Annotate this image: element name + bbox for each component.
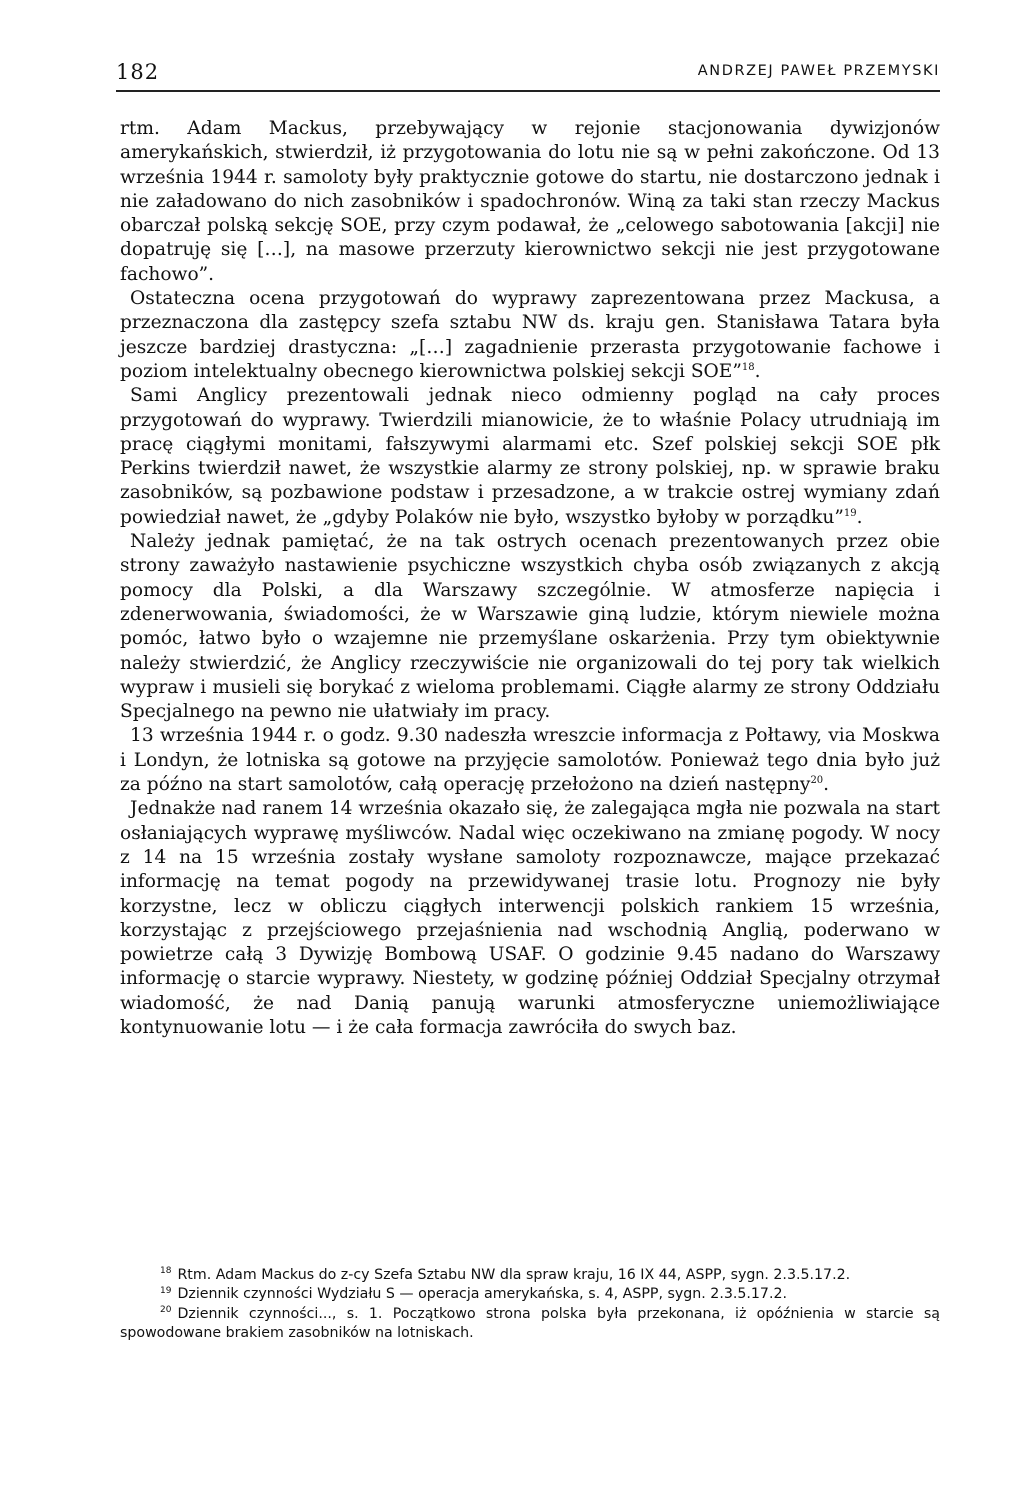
footnotes [120, 1266, 940, 1344]
footnote-number: 18 [160, 1266, 172, 1277]
paragraph-tail: . [823, 774, 830, 796]
footnote-ref: 18 [741, 361, 755, 373]
footnote [120, 1305, 940, 1344]
footnote-ref: 20 [810, 774, 824, 786]
footnote-text: Dziennik czynności Wydziału S — operacja amerykańska, s. 4, ASPP, sygn. 2.3.5.17.2. [177, 1286, 788, 1303]
paragraph-text: 13 września 1944 r. o godz. 9.30 nadeszła wreszcie informacja z Połtawy, via Moskwa i Londyn, że lotniska są gotowe na przyjęcie samolotów. Ponieważ tego dnia było już za późno na start samolotów, całą operację przełożono na dzień następny [120, 725, 940, 796]
paragraph-text: Sami Anglicy prezentowali jednak nieco odmienny pogląd na cały proces przygotowań do wyprawy. Twierdzili mianowicie, że to właśnie Polacy utrudniają im pracę ciągłymi monitami, fałszywymi alarmami etc. Szef polskiej sekcji SOE płk Perkins twierdził nawet, że wszystkie alarmy ze strony polskiej, np. w sprawie braku zasobników, są pozbawione podstaw i przesadzone, a w trakcie ostrej wymiany zdań powiedział nawet, że „gdyby Polaków nie było, wszystko byłoby w porządku” [120, 385, 940, 528]
paragraph-text: Ostateczna ocena przygotowań do wyprawy zaprezentowana przez Mackusa, a przeznaczona dla zastępcy szefa sztabu NW ds. kraju gen. Stanisława Tatara była jeszcze bardziej drastyczna: „[…] zagadnienie przerasta przygotowanie fachowe i poziom intelektualny obecnego kierownictwa polskiej sekcji SOE” [120, 288, 940, 382]
page-header [116, 60, 940, 92]
paragraph-text: Należy jednak pamiętać, że na tak ostrych ocenach prezentowanych przez obie strony zaważyło nastawienie psychiczne wszystkich chyba osób związanych z akcją pomocy dla Polski, a dla Warszawy szczególnie. W atmosferze napięcia i zdenerwowania, świadomości, że w Warszawie giną ludzie, którym niewiele można pomóc, łatwo było o wzajemne nie przemyślane oskarżenia. Przy tym obiektywnie należy stwierdzić, że Anglicy rzeczywiście nie organizowali do tej pory tak wielkich wypraw i musieli się borykać z wieloma problemami. Ciągłe alarmy ze strony Oddziału Specjalnego na pewno nie ułatwiały im pracy. [120, 531, 940, 723]
footnote-ref: 19 [843, 507, 857, 519]
footnote-number: 19 [160, 1285, 172, 1296]
paragraph-text: rtm. Adam Mackus, przebywający w rejonie stacjonowania dywizjonów amerykańskich, stwierdził, iż przygotowania do lotu nie są w pełni zakończone. Od 13 września 1944 r. samoloty były praktycznie gotowe do startu, nie dostarczono jednak i nie załadowano do nich zasobników i spadochronów. Winą za taki stan rzeczy Mackus obarczał polską sekcję SOE, przy czym podawał, że „celowego sabotowania [akcji] nie dopatruję się […], na masowe przerzuty kierownictwo sekcji nie jest przygotowane fachowo”. [120, 118, 940, 285]
paragraph [120, 530, 940, 724]
running-head: ANDRZEJ PAWEŁ PRZEMYSKI [697, 63, 940, 79]
footnote [120, 1285, 940, 1304]
paragraph-tail: . [754, 360, 761, 382]
footnote-number: 20 [160, 1305, 172, 1316]
footnote-text: Dziennik czynności..., s. 1. Początkowo strona polska była przekonana, iż opóźnienia w starcie są spowodowane brakiem zasobników na lotniskach. [120, 1305, 940, 1342]
paragraph [120, 384, 940, 530]
page-number: 182 [116, 60, 160, 84]
paragraph [120, 117, 940, 287]
paragraph-tail: . [856, 506, 863, 528]
paragraph [120, 724, 940, 797]
paragraph-text: Jednakże nad ranem 14 września okazało się, że zalegająca mgła nie pozwala na start osłaniających wyprawę myśliwców. Nadal więc oczekiwano na zmianę pogody. W nocy z 14 na 15 września zostały wysłane samoloty rozpoznawcze, mające przekazać informację na temat pogody na przewidywanej trasie lotu. Prognozy nie były korzystne, lecz w obliczu ciągłych interwencji polskich rankiem 15 września, korzystając z przejściowego przejaśnienia nad wschodnią Anglią, poderwano w powietrze całą 3 Dywizję Bombową USAF. O godzinie 9.45 nadano do Warszawy informację o starcie wyprawy. Niestety, w godzinę później Oddział Specjalny otrzymał wiadomość, że nad Danią panują warunki atmosferyczne uniemożliwiające kontynuowanie lotu — i że cała formacja zawróciła do swych baz. [120, 798, 940, 1038]
footnote-text: Rtm. Adam Mackus do z-cy Szefa Sztabu NW dla spraw kraju, 16 IX 44, ASPP, sygn. 2.3.5.17.2. [177, 1267, 851, 1283]
body-text [120, 117, 940, 1040]
paragraph [120, 287, 940, 384]
footnote [120, 1266, 940, 1285]
paragraph [120, 797, 940, 1040]
